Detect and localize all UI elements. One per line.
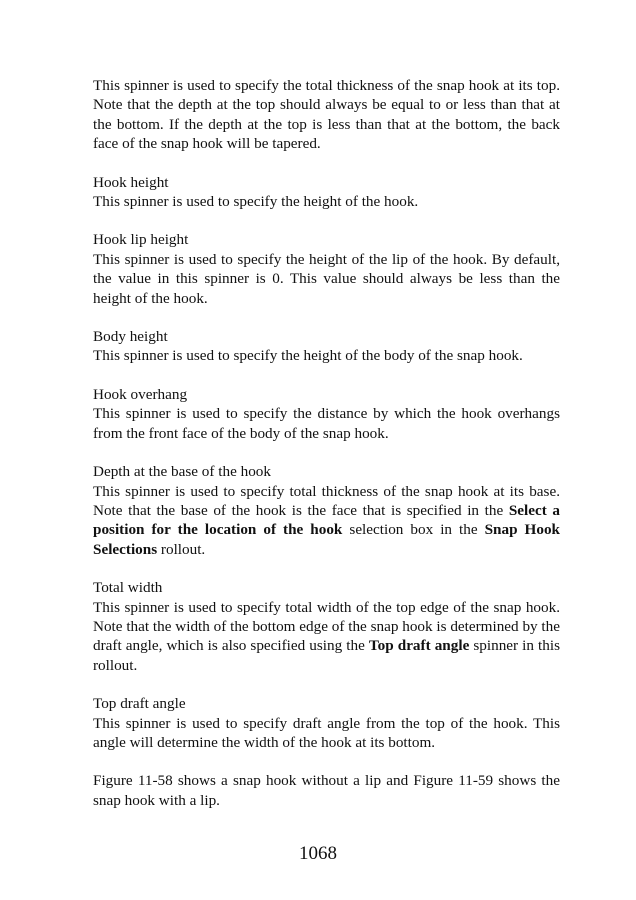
hook-lip-height-section: [93, 230, 560, 308]
hook-lip-height-description: This spinner is used to specify the height of the lip of the hook. By default, the value in this spinner is 0. This value should always be less than the height of the hook.: [93, 250, 560, 307]
body-height-section: [93, 327, 560, 366]
body-height-description: This spinner is used to specify the height of the body of the snap hook.: [93, 347, 523, 365]
intro-paragraph: This spinner is used to specify the total thickness of the snap hook at its top. Note that the depth at the top should always be equal to or less than that at the bottom. If the depth at the top is less than that at the bottom, the back face of the snap hook will be tapered.: [93, 77, 560, 153]
depth-base-text-3: rollout.: [157, 540, 206, 558]
location-selection-box-name: Select a position for the location of the hook: [93, 501, 560, 539]
total-width-section: [93, 578, 560, 675]
page-number: 1068: [299, 843, 337, 864]
hook-overhang-heading: Hook overhang: [93, 385, 188, 403]
top-draft-angle-description: This spinner is used to specify draft angle from the top of the hook. This angle will determine the width of the hook at its bottom.: [93, 714, 560, 751]
total-width-text-1: This spinner is used to specify total width of the top edge of the snap hook. Note that the width of the bottom edge of the snap hook is determined by the draft angle, which is also specified using the: [93, 598, 560, 655]
figure-note-paragraph: Figure 11-58 shows a snap hook without a lip and Figure 11-59 shows the snap hook with a lip.: [93, 772, 560, 809]
total-width-text-2: spinner in this rollout.: [93, 637, 560, 674]
intro-section: [93, 76, 560, 154]
depth-base-text-2: selection box in the: [342, 521, 485, 539]
hook-overhang-description: This spinner is used to specify the distance by which the hook overhangs from the front face of the body of the snap hook.: [93, 405, 560, 442]
hook-height-heading: Hook height: [93, 173, 169, 191]
top-draft-angle-section: [93, 694, 560, 752]
depth-base-section: [93, 462, 560, 559]
body-height-heading: Body height: [93, 328, 168, 346]
total-width-description: [93, 598, 560, 676]
total-width-heading: Total width: [93, 579, 163, 597]
snap-hook-selections-rollout-name: Snap Hook Selections: [93, 521, 560, 558]
page-body: [93, 76, 560, 829]
hook-height-description: This spinner is used to specify the height of the hook.: [93, 193, 419, 211]
hook-overhang-section: [93, 385, 560, 443]
top-draft-angle-heading: Top draft angle: [93, 695, 186, 713]
top-draft-angle-spinner-name: Top draft angle: [368, 637, 470, 655]
hook-lip-height-heading: Hook lip height: [93, 231, 189, 249]
hook-height-section: [93, 173, 560, 212]
depth-base-description: [93, 482, 560, 560]
figure-note-section: [93, 771, 560, 810]
depth-base-heading: Depth at the base of the hook: [93, 463, 271, 481]
depth-base-text-1: This spinner is used to specify total thickness of the snap hook at its base. Note that the base of the hook is the face that is specified in the: [93, 482, 560, 519]
